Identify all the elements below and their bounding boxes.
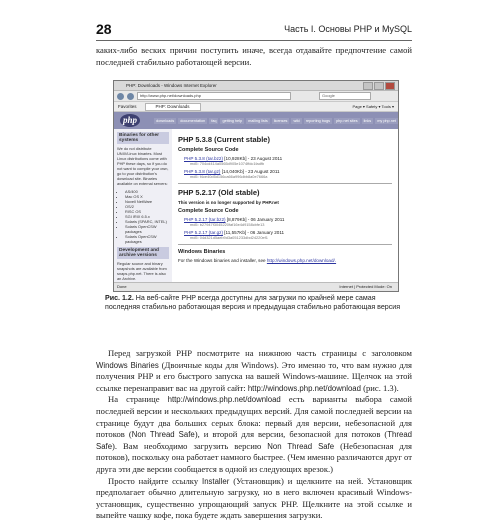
status-zone: Internet | Protected Mode: On — [339, 284, 392, 289]
window-title: PHP: Downloads - Windows Internet Explorer — [126, 83, 217, 88]
intro-paragraph — [96, 45, 412, 68]
text-run: ), и второй для версии, безопасной для потоков ( — [194, 429, 388, 440]
intro-text: каких-либо веских причин поступить иначе, всегда отдавайте предпочтение самой последней стабильно работающей версии. — [96, 45, 412, 67]
code-term: Non Thread Safe — [131, 430, 195, 440]
php-nav-item: reporting bugs — [305, 118, 331, 123]
text-run: Перед загрузкой PHP посмотрите на нижнюю часть страницы с заголовком — [108, 348, 412, 358]
download-link: PHP 5.3.8 (tar.gz) — [184, 169, 221, 174]
download-info: [8,879Kb] - 06 January 2011 — [226, 217, 285, 222]
system-item: • OS/2 — [125, 204, 169, 209]
sidebar-text: We do not distribute UNIX/Linux binaries. Most Linux distributions come with PHP these days, so if you do not want to compile your own, go to your distribution's download site. Binaries available on external servers: — [117, 146, 169, 186]
caption-text: На веб-сайте PHP всегда доступны для загрузки по крайней мере самая последняя стабильно работающая версия и предыдущая стабильно работающая версия — [105, 294, 401, 312]
tab-bar — [114, 102, 398, 112]
paragraph-1 — [96, 348, 412, 394]
address-bar — [114, 91, 398, 102]
page-content — [114, 129, 398, 283]
php-nav-item: licenses — [273, 118, 288, 123]
windows-link: http://windows.php.net/download/. — [266, 258, 337, 263]
systems-list — [117, 189, 169, 244]
support-note: This version is no longer supported by PHP.net — [178, 200, 279, 205]
download-link: PHP 5.3.8 (tar.bz2) — [184, 156, 223, 161]
download-item — [184, 156, 392, 166]
text-run: (Установщик) и щелкните на ней. Установщик предполагает обычно длительную загрузку, но в него включен красивый Windows-установщик, существенно упрощающий запуск PHP. Щелкните на этой ссылке и выпейте чашку кофе, пока будете ждать завершения загрузки. — [96, 475, 412, 521]
status-left: Done — [117, 284, 127, 289]
sidebar-text: Regular source and binary snapshots are available from snaps.php.net. There is also an Archive. — [117, 261, 167, 281]
paragraph-2 — [96, 394, 412, 475]
browser-screenshot — [113, 80, 399, 292]
divider — [178, 183, 392, 184]
php-nav-item: downloads — [156, 118, 175, 123]
download-md5: md5: 04d321d5aeb9d3a051233dbd24220ef1 — [190, 235, 268, 240]
download-md5: md5: 704cd414a0565d905e1074ffdc1fadfb — [190, 161, 265, 166]
php-nav-item: documentation — [180, 118, 206, 123]
download-md5: md5: f4ce40d5d156ca66a996dbb8a0e7666a — [190, 174, 268, 179]
browser-tab: PHP: Downloads — [145, 103, 201, 111]
php-nav-item: wiki — [293, 118, 300, 123]
minimize-icon — [363, 82, 373, 90]
code-term: Non Thread Safe — [267, 441, 335, 451]
text-run: (Двоичные коды для Windows). Это именно то, что вам нужно для получения PHP и его быстрого запуска на вашей Windows-машине. Щелчок на этой ссылке перенаправит вас на другой сайт: — [96, 359, 412, 393]
php-nav-item: php.net sites — [336, 118, 358, 123]
system-item: • AS/400 — [125, 189, 169, 194]
figure-caption — [105, 294, 405, 312]
download-md5: md5: b27947f3045220faf16e4d9158cbfe13 — [190, 222, 265, 227]
php-nav — [154, 118, 398, 124]
code-term: http://windows.php.net/download — [167, 395, 281, 405]
download-info: [10,928Kb] - 23 August 2011 — [224, 156, 283, 161]
paragraph-3 — [96, 476, 412, 522]
main-text — [96, 348, 412, 522]
maximize-icon — [374, 82, 384, 90]
release-heading: PHP 5.3.8 (Current stable) — [178, 135, 270, 144]
php-nav-item: links — [363, 118, 372, 123]
windows-text-line — [178, 258, 392, 263]
search-field: Google — [319, 92, 371, 100]
text-run: На странице — [108, 394, 168, 405]
download-item — [184, 217, 392, 227]
system-item: • Solaris (SPARC, INTEL) — [125, 219, 169, 224]
text-run: есть варианты выбора самой последней версии и нескольких предыдущих версий. Для самой последней версии на странице будут два больших серых блока: первый для версии, небезопасной для потоков ( — [96, 394, 413, 440]
php-header-bar — [114, 112, 398, 130]
download-info: [11,557Kb] - 06 January 2011 — [224, 230, 285, 235]
divider — [178, 244, 392, 245]
text-run: (Небезопасная для потоков), поскольку она работает намного быстрее. (Чем именно различаются друг от друга эти две версии сообщается в одной из следующих врезок.) — [96, 440, 412, 474]
php-logo: php — [120, 114, 140, 127]
window-controls — [363, 82, 395, 90]
system-item: • Mac OS X — [125, 194, 169, 199]
text-run: (рис. 1.3). — [360, 382, 399, 393]
system-item: • Solaris OpenCSW packages — [125, 234, 169, 244]
download-item — [184, 230, 392, 240]
php-sidebar — [114, 129, 172, 283]
forward-icon — [127, 93, 134, 100]
downloads-pane — [178, 131, 392, 263]
download-link: PHP 5.2.17 (tar.bz2) — [184, 217, 226, 222]
text-run: Просто найдите ссылку — [108, 475, 203, 486]
header-rule — [96, 40, 412, 41]
favorites-label: Favorites — [118, 104, 137, 109]
windows-heading: Windows Binaries — [178, 249, 226, 255]
url-field: http://www.php.net/downloads.php — [137, 92, 291, 100]
windows-text: For the Windows binaries and installer, see — [178, 258, 267, 263]
sidebar-heading: Binaries for other systems — [117, 132, 169, 144]
back-icon — [117, 93, 124, 100]
system-item: • RISC OS — [125, 209, 169, 214]
download-info: [14,040Kb] - 23 August 2011 — [221, 169, 280, 174]
tab-tools: Page ▾ Safety ▾ Tools ▾ — [352, 104, 394, 109]
release-heading: PHP 5.2.17 (Old stable) — [178, 188, 260, 197]
download-item — [184, 169, 392, 179]
section-heading: Complete Source Code — [178, 147, 239, 153]
php-nav-item: faq — [211, 118, 217, 123]
page-number: 28 — [96, 21, 112, 37]
system-item: • Novell NetWare — [125, 199, 169, 204]
window-titlebar — [114, 81, 398, 91]
code-term: http://windows.php.net/download — [247, 383, 361, 393]
system-item: • Solaris OpenCSW packages — [125, 224, 169, 234]
download-link: PHP 5.2.17 (tar.gz) — [184, 230, 223, 235]
php-nav-item: my php.net — [377, 118, 396, 123]
text-run: ). Вам необходимо загрузить версию — [112, 440, 268, 451]
caption-label: Рис. 1.2. — [105, 294, 134, 302]
code-term: Installer — [202, 476, 230, 486]
code-term: Thread Safe — [96, 430, 413, 451]
sidebar-heading: Development and archive versions — [117, 247, 169, 259]
php-nav-item: getting help — [222, 118, 243, 123]
running-head: Часть I. Основы PHP и MySQL — [284, 24, 412, 34]
php-nav-item: mailing lists — [248, 118, 268, 123]
status-bar — [114, 282, 398, 291]
code-term: Windows Binaries — [96, 360, 159, 370]
close-icon — [385, 82, 395, 90]
system-item: • SGI IRIX 6.5.x — [125, 214, 169, 219]
section-heading: Complete Source Code — [178, 208, 239, 214]
